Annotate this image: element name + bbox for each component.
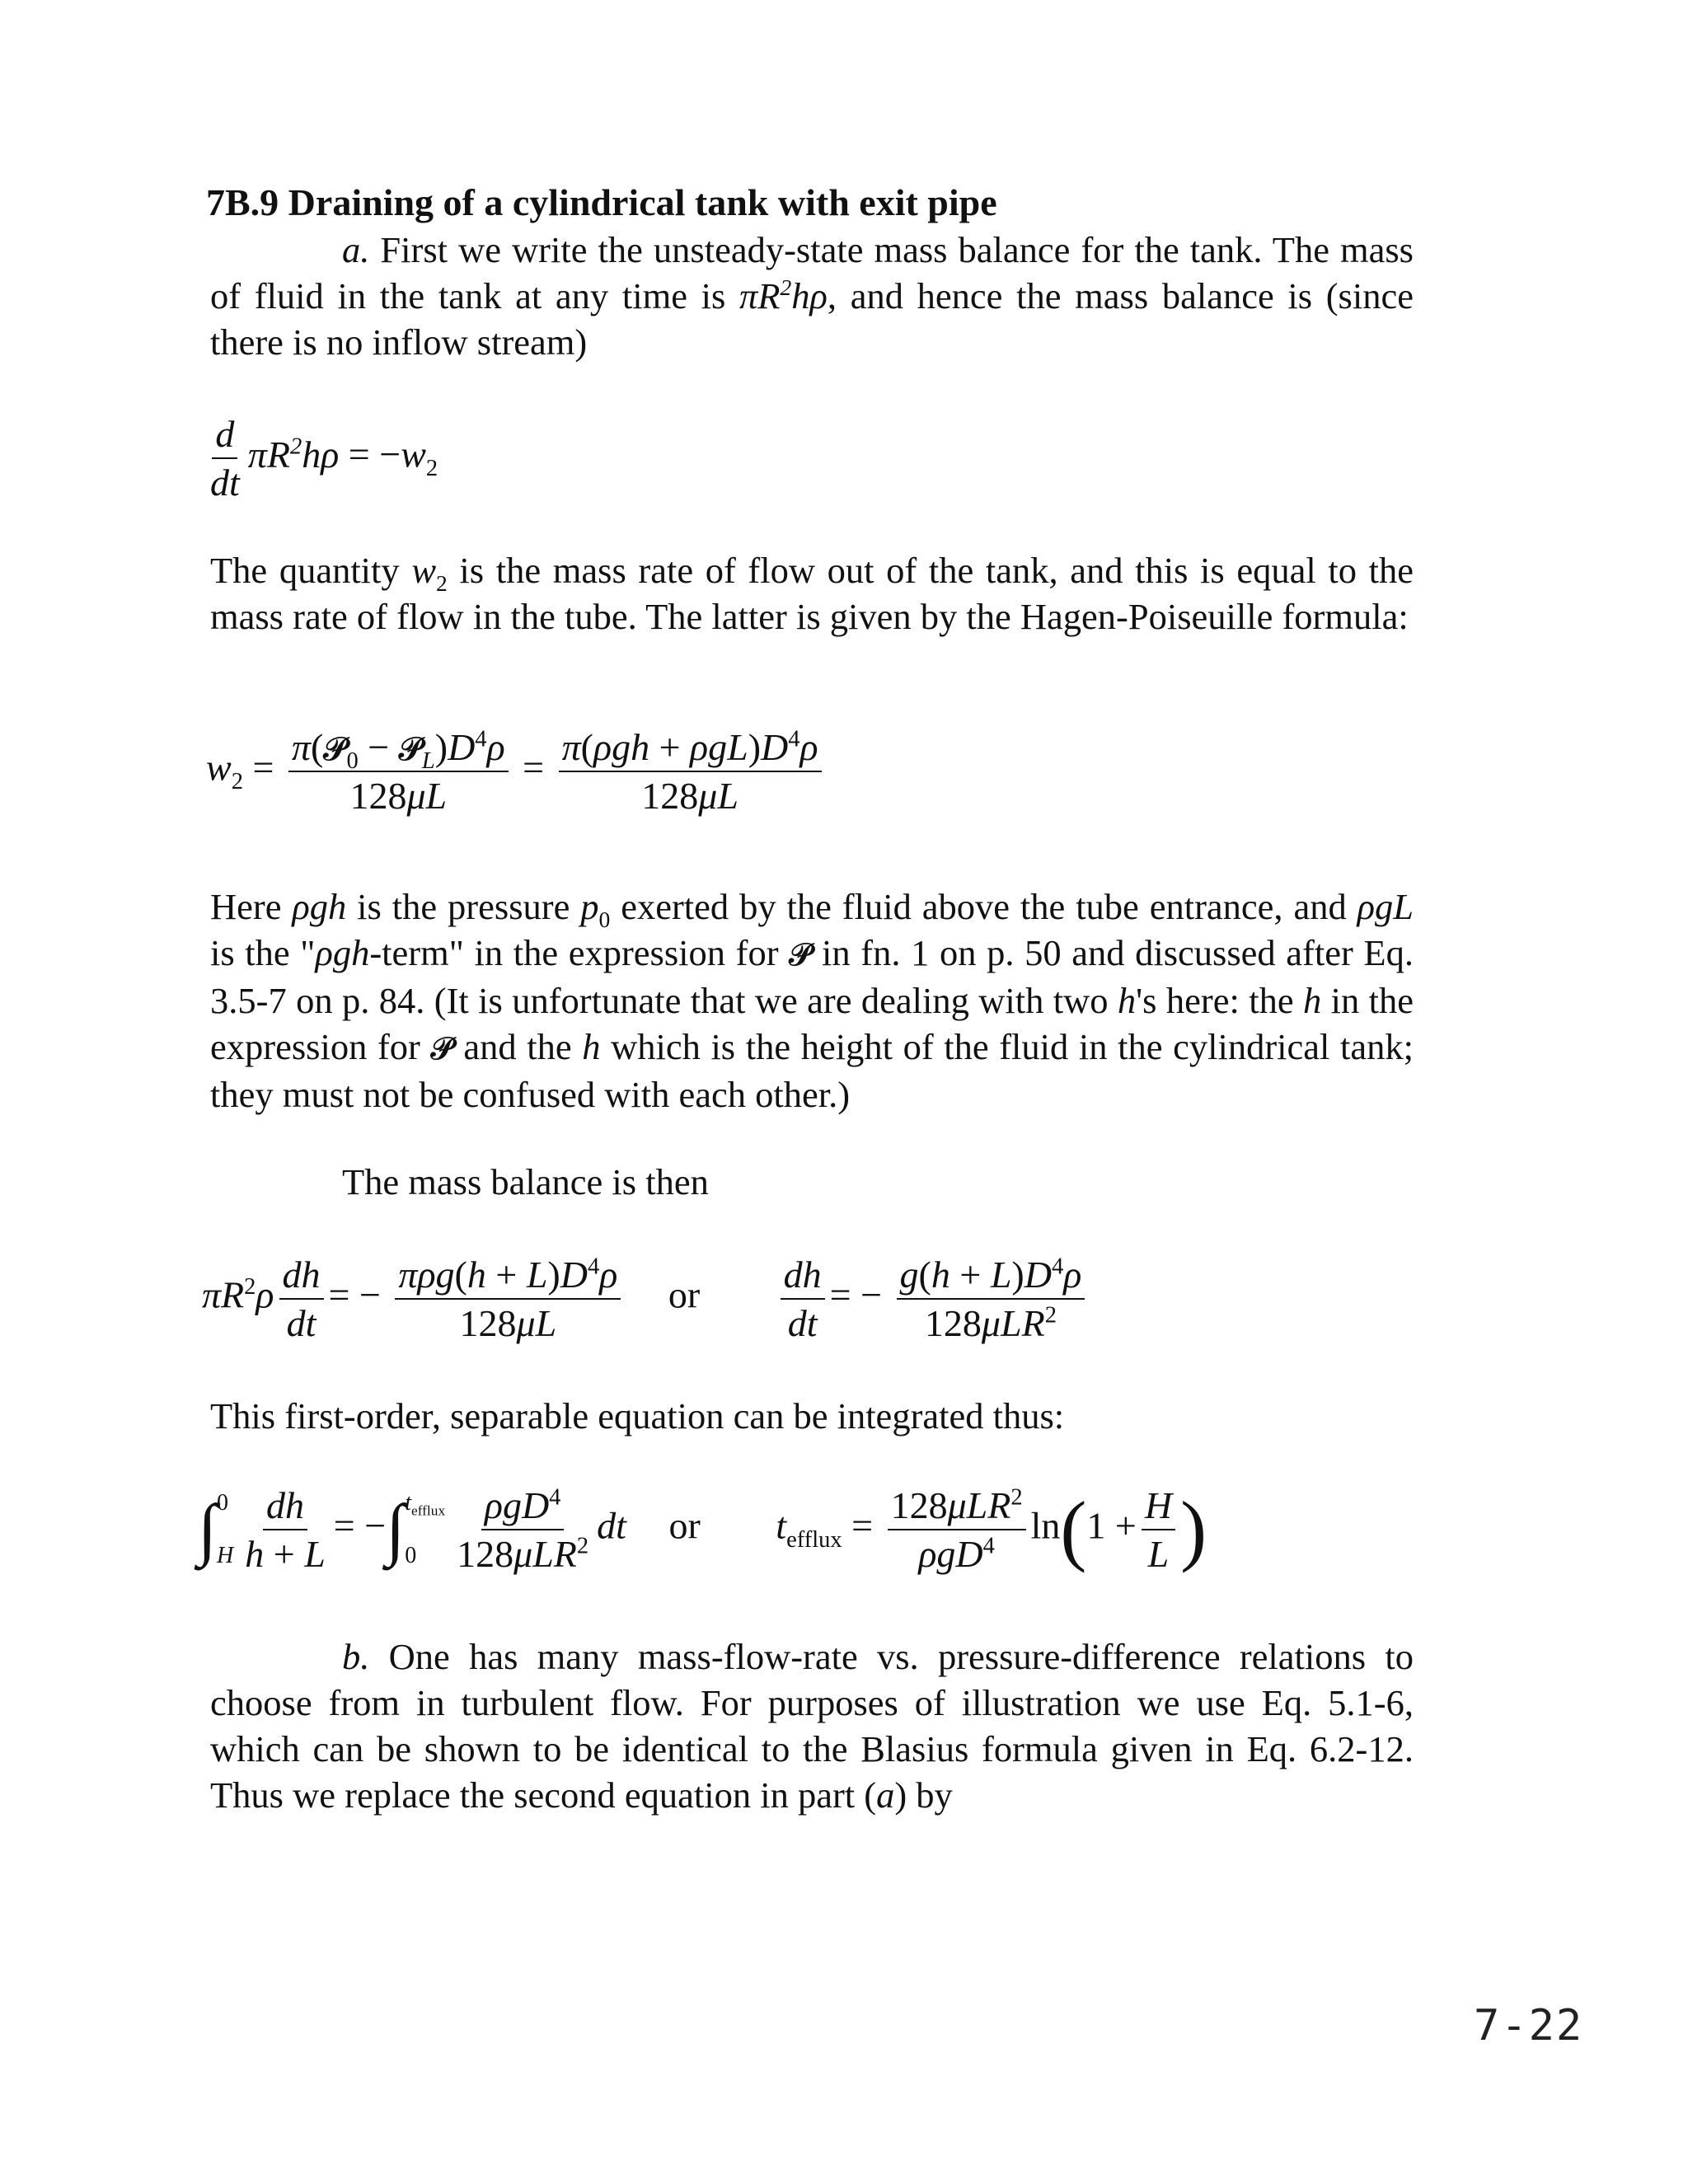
equation-dh-dt: $\pi R^2\rho$ $\frac{dh}{dt}$ = − $\frac{\pi\rho g(h + L)D^4\rho}{128\mu L}$ or $\frac{dh}{dt}$ = − $\frac{g(h + L)D^4\rho}{128\mu LR^2}$ (202, 1253, 1090, 1345)
paragraph-a-then: The mass balance is then (342, 1161, 709, 1202)
equation-mass-balance: $\frac{d}{dt}$ $\pi R^2h\rho = -w_2$ (210, 413, 438, 504)
part-b-label: b. (342, 1636, 370, 1677)
paragraph-a-integrate: This first-order, separable equation can be integrated thus: (210, 1395, 1065, 1436)
paragraph-a-explanation: Here ρgh is the pressure $p_0$ exerted by the fluid above the tube entrance, and ρgL is the "ρgh-term" in the expression for 𝒫 in fn. 1 on p. 50 and discussed after Eq. 3.5-7 on p. 84. (It is unfortunate that we are dealing with two h's here: the h in the expression for 𝒫 and the h which is the height of the fluid in the cylindrical tank; they must not be confused with each other.) (210, 886, 1414, 1115)
part-a-label: a. (342, 229, 370, 270)
paragraph-b: b. One has many mass-flow-rate vs. pressure-difference relations to choose from in turbulent flow. For purposes of illustration we use Eq. 5.1-6, which can be shown to be identical to the Blasius formula given in Eq. 6.2-12. Thus we replace the second equation in part (a) by (210, 1636, 1414, 1816)
equation-efflux-time: ∫ 0 H $\frac{dh}{h + L}$ = −∫ $t_{efflux}$ 0 $\frac{\rho gD^4}{128\mu LR^2}$ dt or $t_{efflux}$ = $\frac{128\mu LR^2}{\rho gD^4}$ ln(1 + $\frac{H}{L}$ ) (198, 1484, 1207, 1575)
or-label-2: or (668, 1504, 701, 1547)
section-title: 7B.9 Draining of a cylindrical tank with exit pipe (206, 181, 997, 223)
paragraph-a-flow: The quantity $w_2$ is the mass rate of flow out of the tank, and this is equal to the mass rate of flow in the tube. The latter is given by the Hagen-Poiseuille formula: (210, 550, 1414, 637)
equation-hagen-poiseuille: $w_2$ = $\frac{\pi(𝒫_0 - 𝒫_L)D^4\rho}{128\mu L}$ = $\frac{\pi(\rho gh + \rho gL)D^4\rho}{128\mu L}$ (206, 725, 827, 818)
or-label: or (668, 1273, 701, 1316)
page-number: 7-22 (1474, 2001, 1584, 2050)
paragraph-a-intro: a. First we write the unsteady-state mass balance for the tank. The mass of fluid in the tank at any time is $\pi R^2h\rho$, and hence the mass balance is (since there is no inflow stream) (210, 229, 1414, 363)
